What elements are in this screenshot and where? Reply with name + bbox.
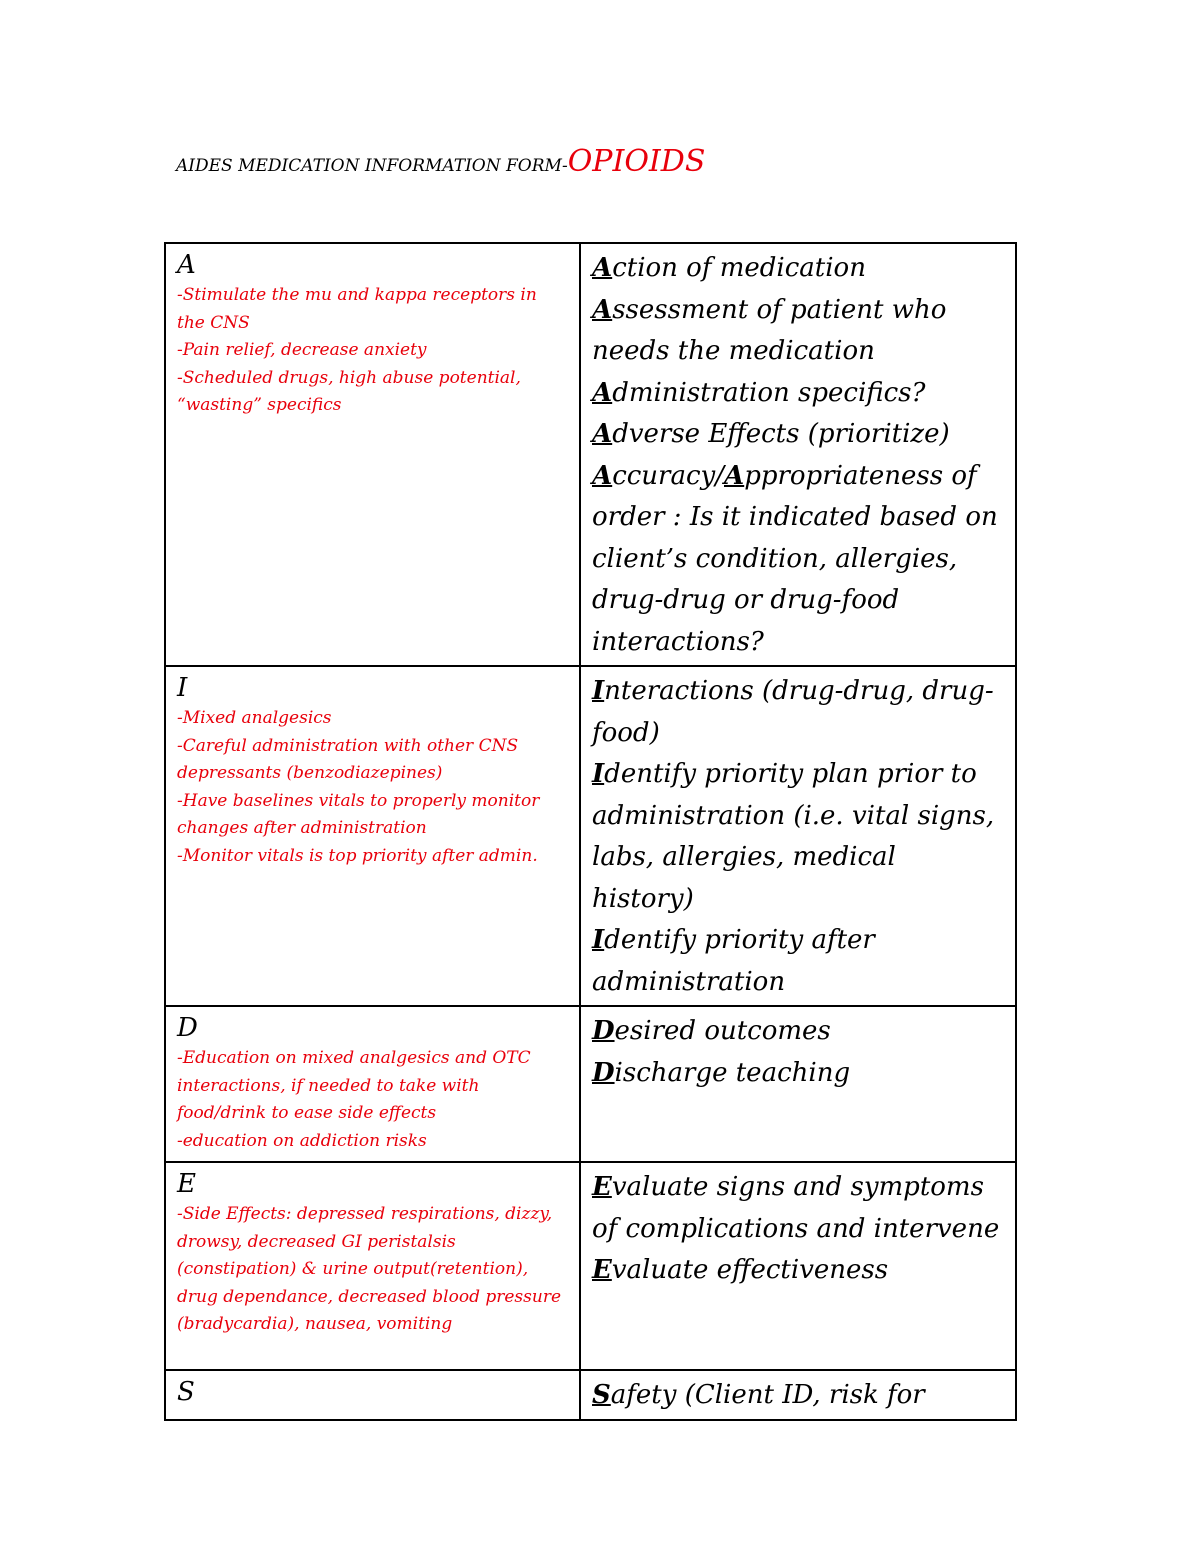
row-letter: S [177, 1377, 195, 1407]
table-row-a [165, 243, 1016, 666]
guide-item: Discharge teaching [592, 1057, 851, 1088]
guide-item: Accuracy/Appropriateness of order : Is it indicated based on client’s condition, allergies, drug-drug or drug-food interactions? [592, 460, 998, 657]
table-row-e [165, 1162, 1016, 1370]
guide-cell-d [580, 1006, 1016, 1162]
note-line: -education on addiction risks [177, 1130, 427, 1151]
note-line: -Careful administration with other CNS depressants (benzodiazepines) [177, 735, 519, 783]
guide-cell-e [580, 1162, 1016, 1370]
note-line: -Education on mixed analgesics and OTC interactions, if needed to take with food/drink to ease side effects [177, 1048, 531, 1123]
notes-cell-d [165, 1006, 580, 1162]
row-letter: I [177, 673, 188, 703]
note-line: -Side Effects: depressed respirations, dizzy, drowsy, decreased GI peristalsis (constipation) & urine output(retention), drug dependance, decreased blood pressure (bradycardia), nausea, vomiting [177, 1204, 562, 1334]
guide-item: Desired outcomes [592, 1016, 831, 1046]
notes-cell-s [165, 1370, 580, 1420]
note-line: -Have baselines vitals to properly monitor changes after administration [177, 790, 540, 838]
form-title: AIDES MEDICATION INFORMATION FORM- [176, 156, 568, 176]
note-line: -Mixed analgesics [177, 708, 332, 728]
table-row-s [165, 1370, 1016, 1420]
drug-class-title: OPIOIDS [567, 144, 706, 179]
notes-cell-i [165, 666, 580, 1006]
guide-item: Action of medication [592, 253, 866, 283]
table-row-d [165, 1006, 1016, 1162]
note-line: -Monitor vitals is top priority after admin. [177, 845, 538, 866]
guide-item: Evaluate signs and symptoms of complications and intervene [592, 1172, 1000, 1244]
guide-item: Administration specifics? [592, 377, 926, 408]
guide-item: Assessment of patient who needs the medication [592, 294, 947, 366]
guide-item: Identify priority plan prior to administration (i.e. vital signs, labs, allergies, medical history) [592, 759, 995, 914]
note-line: -Pain relief, decrease anxiety [177, 340, 427, 360]
page-title [176, 144, 705, 179]
guide-item: Identify priority after administration [592, 925, 875, 997]
notes-cell-e [165, 1162, 580, 1370]
notes-cell-a [165, 243, 580, 666]
guide-item: Safety (Client ID, risk for [592, 1380, 925, 1410]
note-line: -Stimulate the mu and kappa receptors in the CNS [177, 285, 537, 333]
aides-table [164, 242, 1017, 1421]
guide-item: Evaluate effectiveness [592, 1255, 889, 1285]
row-letter: A [177, 250, 196, 280]
row-letter: D [177, 1013, 198, 1043]
guide-cell-s [580, 1370, 1016, 1420]
guide-cell-i [580, 666, 1016, 1006]
table-row-i [165, 666, 1016, 1006]
note-line: -Scheduled drugs, high abuse potential, “wasting” specifics [177, 367, 521, 415]
guide-cell-a [580, 243, 1016, 666]
guide-item: Adverse Effects (prioritize) [592, 419, 950, 449]
row-letter: E [177, 1169, 196, 1199]
guide-item: Interactions (drug-drug, drug-food) [592, 676, 994, 748]
